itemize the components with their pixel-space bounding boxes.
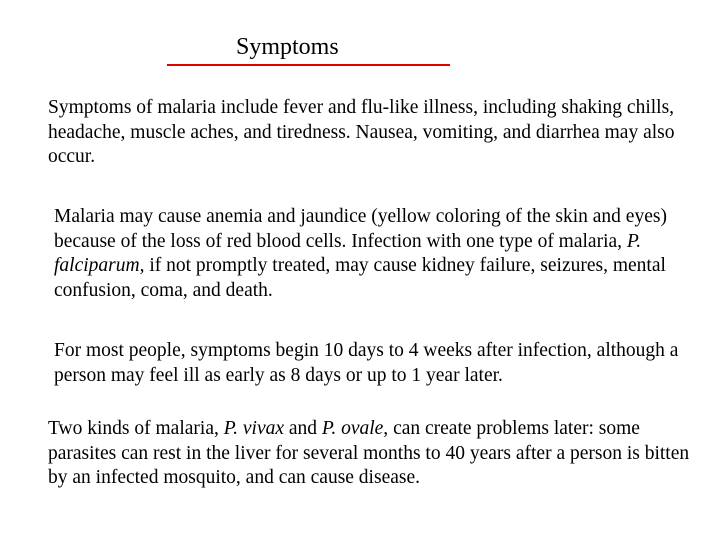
page-title: Symptoms bbox=[236, 34, 339, 60]
paragraph-symptoms bbox=[48, 96, 698, 170]
paragraph-text: Symptoms of malaria include fever and flu-like illness, including shaking chills, headache, muscle aches, and tiredness. Nausea, vomiting, and diarrhea may also occur. bbox=[48, 97, 675, 167]
species-name: P. falciparum, bbox=[54, 230, 642, 276]
paragraph-text: if not promptly treated, may cause kidney failure, seizures, mental confusion, coma, and death. bbox=[54, 255, 666, 301]
paragraph-complications bbox=[48, 205, 704, 303]
title-underline bbox=[167, 64, 450, 66]
species-name: P. vivax bbox=[223, 418, 285, 439]
paragraph-onset bbox=[48, 339, 704, 388]
species-name: P. ovale, bbox=[321, 418, 389, 439]
paragraph-text: For most people, symptoms begin 10 days to 4 weeks after infection, although a person may feel ill as early as 8 days or up to 1 year later. bbox=[54, 340, 679, 386]
paragraph-text: can create problems later: some parasites can rest in the liver for several months to 40 years after a person is bitten by an infected mosquito, and can cause disease. bbox=[48, 418, 690, 488]
paragraph-text: and bbox=[284, 418, 322, 439]
paragraph-relapse bbox=[48, 417, 698, 491]
paragraph-text: Malaria may cause anemia and jaundice (yellow coloring of the skin and eyes) because of the loss of red blood cells. Infection with one type of malaria, bbox=[54, 206, 667, 252]
paragraph-text: Two kinds of malaria, bbox=[48, 418, 224, 439]
